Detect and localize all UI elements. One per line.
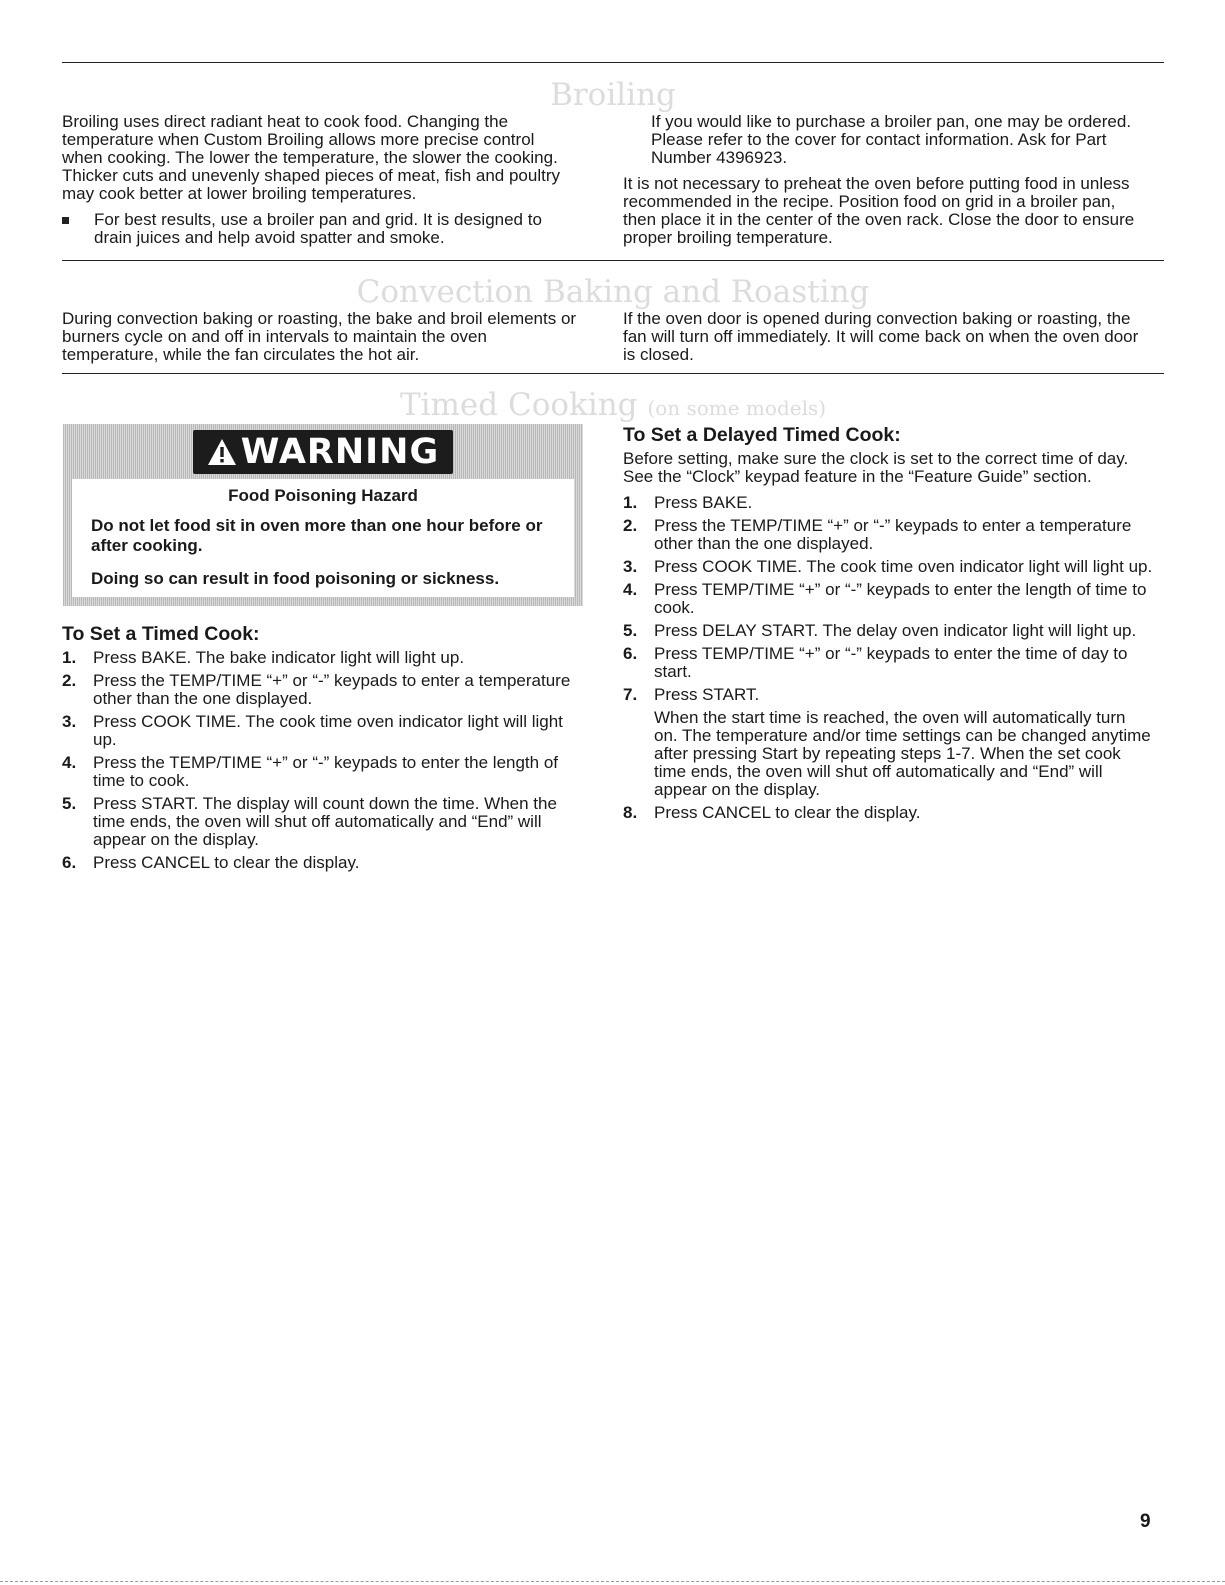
delayed-cook-steps (623, 494, 1153, 822)
warning-triangle-icon (207, 438, 237, 466)
broiling-left-column (62, 113, 572, 247)
step-number: 6. (623, 644, 638, 663)
step-text: Press START. The display will count down the time. When the time ends, the oven will shut off automatically and “End” will appear on the display. (93, 794, 557, 849)
step-number: 5. (62, 794, 77, 813)
step-text: Press DELAY START. The delay oven indicator light will light up. (654, 621, 1137, 640)
page-number: 9 (1140, 1511, 1151, 1532)
list-item (623, 581, 1153, 617)
step-number: 4. (62, 753, 77, 772)
list-item (623, 804, 1153, 822)
warning-header (63, 430, 583, 474)
delayed-cook-column (623, 424, 1153, 827)
timed-cook-heading: To Set a Timed Cook: (62, 623, 260, 645)
convection-left-text: During convection baking or roasting, the bake and broil elements or burners cycle on and off in intervals to maintain the oven temperature, while the fan circulates the hot air. (62, 309, 577, 364)
step-text: Press the TEMP/TIME “+” or “-” keypads to enter the length of time to cook. (93, 753, 559, 790)
step-number: 3. (623, 557, 638, 576)
page-bottom-edge (0, 1581, 1225, 1582)
step-number: 8. (623, 803, 638, 822)
step-7-note: When the start time is reached, the oven will automatically turn on. The temperature and/or time settings can be changed anytime after pressing Start by repeating steps 1-7. When the set cook time ends, the oven will shut off automatically and “End” will appear on the display. (654, 708, 1151, 799)
step-text: Press BAKE. The bake indicator light will light up. (93, 648, 465, 667)
step-number: 7. (623, 685, 638, 704)
step-text: Press BAKE. (654, 493, 753, 512)
step-number: 5. (623, 621, 638, 640)
section-rule (62, 260, 1164, 261)
warning-line-2: Doing so can result in food poisoning or sickness. (91, 569, 500, 588)
warning-box (63, 424, 583, 606)
timed-cooking-title-main: Timed Cooking (399, 387, 638, 423)
list-item (62, 854, 587, 872)
convection-right-column (623, 310, 1153, 372)
list-item (62, 795, 587, 849)
step-number: 2. (623, 516, 638, 535)
broiling-title: Broiling (550, 77, 676, 113)
list-item (623, 645, 1153, 681)
step-number: 2. (62, 671, 77, 690)
convection-right-text: If the oven door is opened during convection baking or roasting, the fan will turn off immediately. It will come back on when the oven door is closed. (623, 309, 1139, 364)
broiling-preheat: It is not necessary to preheat the oven before putting food in unless recommended in the recipe. Position food on grid in a broiler pan, then place it in the center of the oven rack. Close the door to ensure proper broiling temperature. (623, 174, 1135, 247)
step-text: Press TEMP/TIME “+” or “-” keypads to enter the length of time to cook. (654, 580, 1147, 617)
list-item (62, 672, 587, 708)
broiling-bullet (62, 211, 572, 247)
warning-word: WARNING (240, 432, 440, 472)
convection-title: Convection Baking and Roasting (356, 274, 870, 310)
broiler-pan-order: If you would like to purchase a broiler pan, one may be ordered. Please refer to the cover for contact information. Ask for Part Number 4396923. (651, 112, 1132, 167)
top-rule (62, 62, 1164, 63)
section-rule (62, 373, 1164, 374)
step-text: Press CANCEL to clear the display. (654, 803, 921, 822)
list-item (62, 713, 587, 749)
timed-cooking-title (62, 388, 1164, 425)
delayed-cook-heading: To Set a Delayed Timed Cook: (623, 424, 901, 446)
list-item (62, 754, 587, 790)
step-number: 3. (62, 712, 77, 731)
broiling-right-column (623, 113, 1153, 255)
list-item (62, 649, 587, 667)
delayed-cook-intro: Before setting, make sure the clock is set to the correct time of day. See the “Clock” keypad feature in the “Feature Guide” section. (623, 449, 1129, 486)
step-text: Press TEMP/TIME “+” or “-” keypads to enter the time of day to start. (654, 644, 1128, 681)
warning-badge (193, 430, 453, 474)
step-number: 1. (62, 648, 77, 667)
step-text: Press COOK TIME. The cook time oven indicator light will light up. (654, 557, 1153, 576)
convection-left-column (62, 310, 587, 372)
warning-line-1: Do not let food sit in oven more than one hour before or after cooking. (91, 516, 543, 555)
broiling-intro: Broiling uses direct radiant heat to cook food. Changing the temperature when Custom Broiling allows more precise control when cooking. The lower the temperature, the slower the cooking. Thicker cuts and unevenly shaped pieces of meat, fish and poultry may cook better at lower broiling temperatures. (62, 112, 561, 203)
list-item (623, 686, 1153, 799)
step-number: 4. (623, 580, 638, 599)
step-text: Press the TEMP/TIME “+” or “-” keypads to enter a temperature other than the one displayed. (654, 516, 1132, 553)
warning-hazard-title: Food Poisoning Hazard (228, 486, 418, 505)
timed-cook-column (62, 623, 587, 877)
step-text: Press CANCEL to clear the display. (93, 853, 360, 872)
timed-cook-steps (62, 649, 587, 872)
list-item (623, 622, 1153, 640)
bullet-square-icon (62, 217, 69, 224)
step-number: 1. (623, 493, 638, 512)
timed-cooking-title-sub: (on some models) (647, 396, 827, 420)
list-item (623, 558, 1153, 576)
list-item (623, 494, 1153, 512)
list-item (623, 517, 1153, 553)
step-text: Press the TEMP/TIME “+” or “-” keypads to enter a temperature other than the one displayed. (93, 671, 571, 708)
step-text: Press COOK TIME. The cook time oven indicator light will light up. (93, 712, 563, 749)
step-text: Press START. (654, 685, 760, 704)
broiling-bullet-text: For best results, use a broiler pan and grid. It is designed to drain juices and help avoid spatter and smoke. (94, 210, 542, 247)
step-number: 6. (62, 853, 77, 872)
